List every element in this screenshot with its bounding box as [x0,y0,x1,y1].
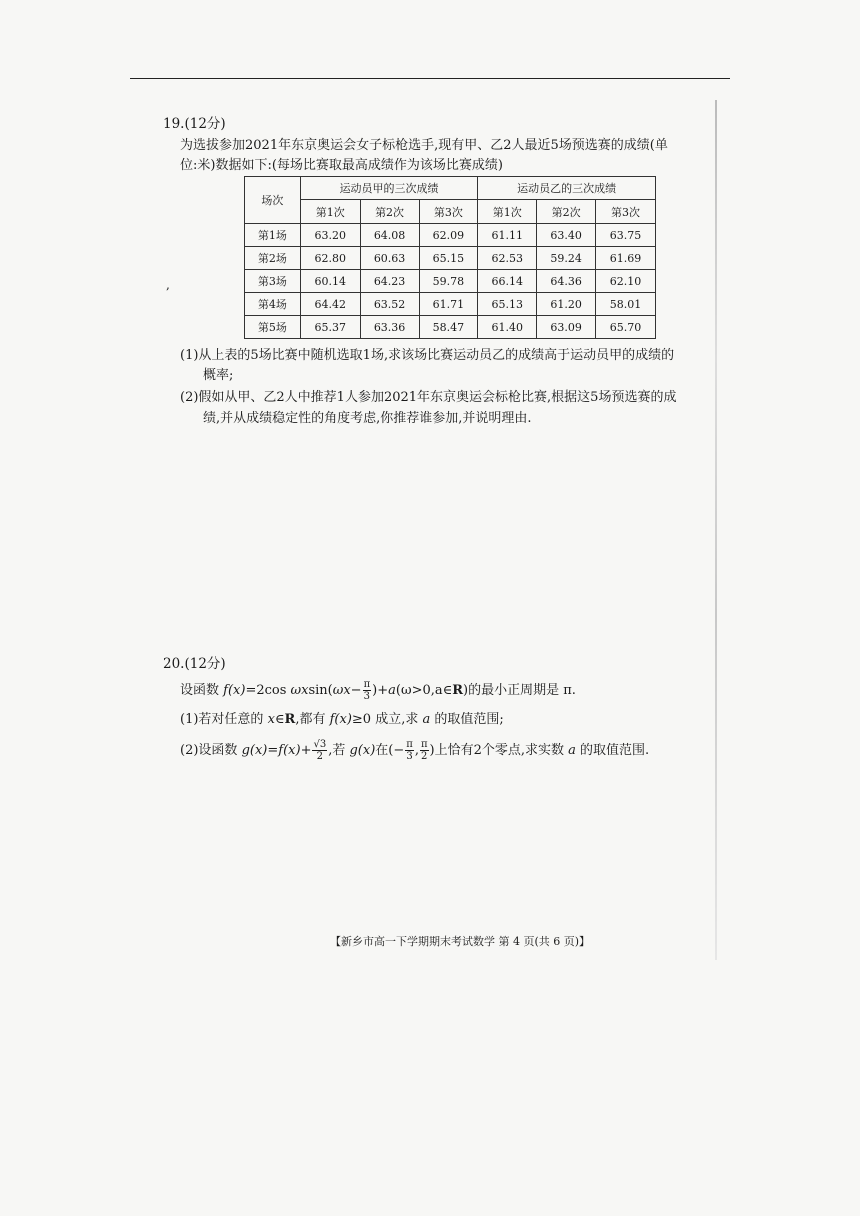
q19-part1-line2: 概率; [203,368,234,383]
pi-over-3-fraction [405,739,414,762]
table-row [245,316,656,339]
q20-stem [180,678,576,704]
q20-number: 20.(12分) [163,656,226,672]
q20-p2-e: 的取值范围. [575,743,650,758]
table-cell: 64.08 [360,224,419,247]
q19-part1-line1: (1)从上表的5场比赛中随机选取1场,求该场比赛运动员乙的成绩高于运动员甲的成绩的 [180,348,675,363]
row-label: 第1场 [245,224,301,247]
table-cell: 59.78 [419,270,478,293]
table-cell: 58.01 [596,293,656,316]
table-cell: 65.15 [419,247,478,270]
row-label: 第5场 [245,316,301,339]
page-footer: 【新乡市高一下学期期末考试数学 第 4 页(共 6 页)】 [330,935,591,948]
q20-p2-fx: f(x) [278,743,301,758]
stray-mark: , [166,278,170,292]
header-rule [130,78,730,79]
header-attempt: 第2次 [537,200,596,224]
pi-over-2-fraction [420,739,429,762]
header-attempt: 第1次 [300,200,360,224]
q20-p2-gx: g(x) [241,743,268,758]
q20-stem-eq: =2cos [245,683,291,698]
fraction-denominator: 2 [421,751,428,762]
real-set-symbol: R [284,712,296,727]
q20-p2-comma: , [414,743,419,758]
q19-intro-line1: 为选拔参加2021年东京奥运会女子标枪选手,现有甲、乙2人最近5场预选赛的成绩(单 [180,138,668,153]
q20-stem-cond: (ω>0,a∈ [395,683,453,698]
table-row [245,270,656,293]
table-cell: 63.52 [360,293,419,316]
fraction-numerator: √3 [313,739,327,750]
header-round: 场次 [245,177,301,224]
q20-stem-minus: − [350,683,362,698]
q20-p1-fx: f(x) [329,712,352,727]
table-cell: 64.42 [300,293,360,316]
fraction-numerator: π [363,679,371,690]
table-cell: 63.40 [537,224,596,247]
q20-p2-eq: = [267,743,279,758]
table-cell: 61.40 [478,316,537,339]
table-cell: 62.10 [596,270,656,293]
fraction-numerator: π [406,739,413,750]
row-label: 第2场 [245,247,301,270]
table-cell: 61.11 [478,224,537,247]
table-cell: 64.36 [537,270,596,293]
q19-intro-line2: 位:米)数据如下:(每场比赛取最高成绩作为该场比赛成绩) [180,158,503,173]
q20-p2-b: ,若 [328,743,350,758]
table-row [245,224,656,247]
table-cell: 63.20 [300,224,360,247]
header-athlete-a: 运动员甲的三次成绩 [300,177,478,200]
q20-stem-fx: f(x) [223,683,246,698]
q20-stem-sin: sin( [308,683,333,698]
header-attempt: 第3次 [419,200,478,224]
fraction-denominator: 3 [363,691,371,702]
q20-part1 [180,710,504,730]
row-label: 第3场 [245,270,301,293]
q19-part2-line2: 绩,并从成绩稳定性的角度考虑,你推荐谁参加,并说明理由. [203,411,532,426]
table-cell: 62.53 [478,247,537,270]
table-cell: 58.47 [419,316,478,339]
table-cell: 65.70 [596,316,656,339]
q20-p2-d: )上恰有2个零点,求实数 [429,743,569,758]
q20-p1-c: ≥0 成立,求 [351,712,423,727]
q20-p2-gx2: g(x) [349,743,376,758]
q20-stem-close: )+ [372,683,389,698]
table-cell: 64.23 [360,270,419,293]
table-cell: 63.75 [596,224,656,247]
q20-stem-prefix: 设函数 [180,683,224,698]
score-table [244,176,656,339]
q20-stem-suffix: )的最小正周期是 π. [463,683,576,698]
table-cell: 60.14 [300,270,360,293]
scan-edge-shadow [715,100,717,960]
q19-part2-line1: (2)假如从甲、乙2人中推荐1人参加2021年东京奥运会标枪比赛,根据这5场预选赛的成 [180,390,677,405]
q20-p1-a: (1)若对任意的 [180,712,268,727]
fraction-denominator: 3 [406,751,413,762]
q20-p1-b: ,都有 [295,712,330,727]
fraction-numerator: π [420,739,428,750]
table-cell: 65.13 [478,293,537,316]
table-cell: 60.63 [360,247,419,270]
q20-p1-d: 的取值范围; [430,712,504,727]
table-cell: 65.37 [300,316,360,339]
table-row [245,247,656,270]
table-row [245,293,656,316]
header-attempt: 第1次 [478,200,537,224]
q20-p2-a2: a [568,743,576,758]
header-attempt: 第3次 [596,200,656,224]
q20-stem-a: a [388,683,396,698]
q20-p1-in: ∈ [274,712,285,727]
q20-p1-a2: a [422,712,431,727]
table-cell: 63.09 [537,316,596,339]
q20-p2-a: (2)设函数 [180,743,242,758]
q20-p2-c: 在(− [375,743,405,758]
q20-stem-wx2: ωx [332,683,351,698]
header-athlete-b: 运动员乙的三次成绩 [478,177,656,200]
table-cell: 59.24 [537,247,596,270]
table-cell: 62.80 [300,247,360,270]
real-set-symbol: R [452,683,464,698]
sqrt3-over-2-fraction [312,739,327,762]
table-cell: 61.20 [537,293,596,316]
q19-number: 19.(12分) [163,116,226,132]
q20-p1-x: x [267,712,275,727]
table-cell: 61.69 [596,247,656,270]
row-label: 第4场 [245,293,301,316]
q20-part2 [180,736,649,766]
table-cell: 62.09 [419,224,478,247]
pi-over-3-fraction [363,679,372,702]
table-cell: 61.71 [419,293,478,316]
q20-p2-plus: + [300,743,312,758]
q20-stem-wx: ωx [290,683,309,698]
table-cell: 66.14 [478,270,537,293]
table-cell: 63.36 [360,316,419,339]
header-attempt: 第2次 [360,200,419,224]
fraction-denominator: 2 [316,751,324,762]
